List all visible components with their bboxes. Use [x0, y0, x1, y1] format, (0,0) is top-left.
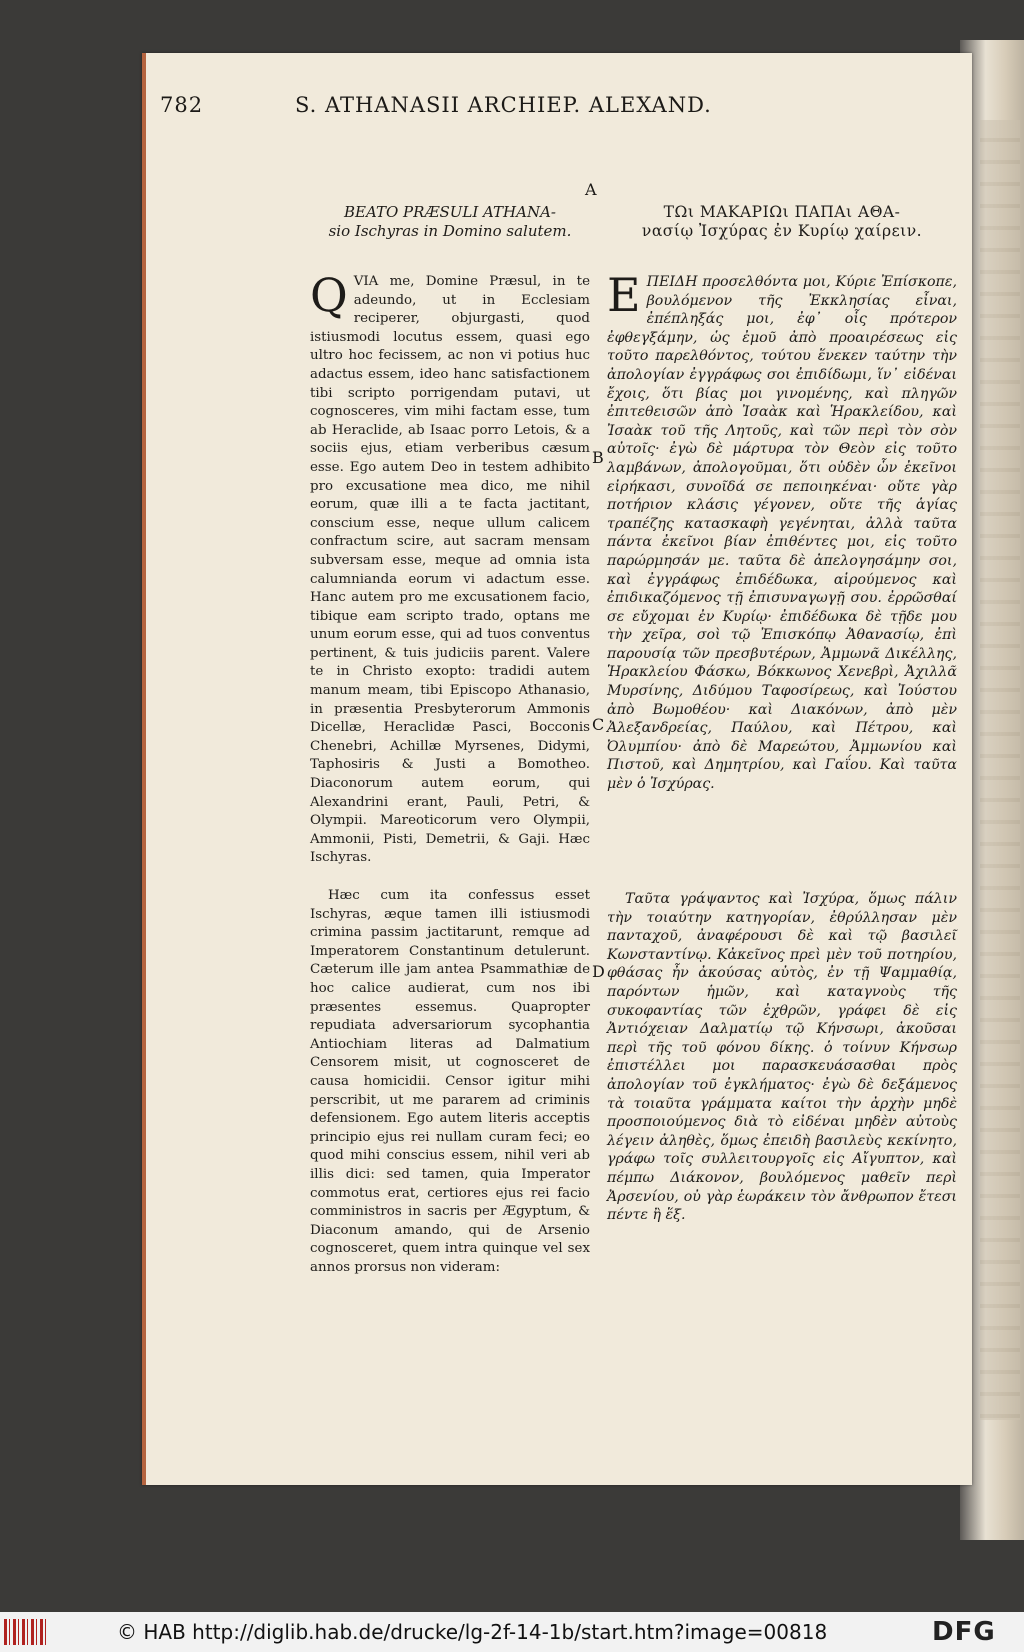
latin-heading-line-1: BEATO PRÆSULI ATHANA- [344, 203, 556, 221]
greek-paragraph-1: ΠΕΙΔΗ προσελθόντα μοι, Κύριε Ἐπίσκοπε, βουλόμενον τῆς Ἐκκλησίας εἶναι, ἐπέπληξάς μοι, ἐφ᾽ οἷς πρότερον ἐφθεγξάμην, ὡς ἐμοῦ ἀπὸ προαιρέσεως εἰς τοῦτο παρελθόντος, τούτου ἕνεκεν ταύτην τὴν ἀπολογίαν ἐγγράφως σοι ἐπιδίδωμι, ἵν᾽ εἰδέναι ἔχοις, ὅτι βίας μοι γινομένης, καὶ πληγῶν ἐπιτεθεισῶν ἀπὸ Ἰσαὰκ καὶ Ἡρακλείδου, καὶ Ἰσαὰκ τοῦ τῆς Λητοῦς, καὶ τῶν περὶ τὸν σὸν αὐτοῖς· ἐγὼ δὲ μάρτυρα τὸν Θεὸν εἰς τοῦτο λαμβάνων, ἀπολογοῦμαι, ὅτι οὐδὲν ὧν ἐκεῖνοι εἰρήκασι, συνοῖδά σε πεποιηκέναι· οὔτε γὰρ ποτήριον κλάσις γέγονεν, οὔτε τῆς ἁγίας τραπέζης κατασκαφὴ γεγένηται, ἀλλὰ ταῦτα πάντα ἐκεῖνοι βίαν ἐπιθέντες μοι, εἰς τοῦτο παρώρμησάν με. ταῦτα δὲ ἀπελογησάμην σοι, καὶ ἐγγράφως ἐπιδέδωκα, αἱρούμενος καὶ ἐπιδικαζόμενος τῇ ἐπισυναγωγῇ σου. ἐρρῶσθαί σε εὔχομαι ἐν Κυρίῳ· ἐπιδέδωκα δὲ τῇδε μου τὴν χεῖρα, σοὶ τῷ Ἐπισκόπῳ Ἀθανασίῳ, ἐπὶ παρουσίᾳ τῶν πρεσβυτέρων, Ἀμμωνᾶ Δικέλλης, Ἡρακλείου Φάσκω, Βόκκωνος Χενεβρὶ, Ἀχιλλᾶ Μυρσίνης, Διδύμου Ταφοσίρεως, καὶ Ἰούστου ἀπὸ Βωμοθέου· καὶ Διακόνων, ἀπὸ μὲν Ἀλεξανδρείας, Παύλου, καὶ Πέτρου, καὶ Ὀλυμπίου· ἀπὸ δὲ Μαρεώτου, Ἀμμωνίου καὶ Πιστοῦ, καὶ Δημητρίου, καὶ Γαΐου. Καὶ ταῦτα μὲν ὁ Ἰσχύρας. [607, 274, 957, 793]
greek-heading-line-2: νασίῳ Ἰσχύρας ἐν Κυρίῳ χαίρειν. [641, 222, 923, 240]
margin-marker-d: D [592, 962, 605, 981]
hab-barcode-icon [4, 1619, 46, 1645]
greek-column-part-1 [607, 268, 957, 794]
latin-paragraph-2: Hæc cum ita confessus esset Ischyras, æque tamen illi istiusmodi crimina passim jactitarunt, remque ad Imperatorem Constantinum detulerunt. Cæterum ille jam antea Psammathiæ de hoc calice audierat, cum nos ibi præsentes essemus. Quapropter repudiata adversariorum sycophantia Antiochiam literas ad Dalmatium Censorem misit, ut cognosceret de causa homicidii. Censor igitur mihi perscribit, ut me pararem ad criminis defensionem. Ego autem literis acceptis principio ejus rei nullam curam feci; eo quod mihi conscius essem, nihil veri ab illis dici: sed tamen, quia Imperator commotus erat, certiores ejus rei facio comministros in sacris per Ægyptum, & Diaconum amando, qui de Arsenio cognosceret, quem intra quinque vel sex annos prorsus non videram: [310, 888, 590, 1275]
source-credit-link[interactable]: © HAB http://diglib.hab.de/drucke/lg-2f-14-1b/start.htm?image=00818 [117, 1620, 828, 1644]
folio-number: 782 [160, 93, 204, 117]
dfg-logo: DFG [932, 1617, 996, 1647]
latin-column-part-1 [310, 268, 590, 868]
page-edge-red [142, 53, 146, 1485]
margin-marker-a: A [585, 180, 597, 199]
latin-paragraph-1: VIA me, Domine Præsul, in te adeundo, ut in Ecclesiam reciperer, objurgasti, quod istiusmodi locutus essem, quasi ego ultro hoc fecissem, ac non vi potius huc adactus essem, ideo hanc satisfactionem tibi scripto porrigendam putavi, ut cognosceres, vim mihi factam esse, tum ab Heraclide, ab Isaac porro Letois, & a sociis ejus, etiam verberibus cæsum esse. Ego autem Deo in testem adhibito pro excusatione mea dico, me nihil eorum, quæ illi a te facta jactitant, conscium esse, neque ullum calicem confractum scire, aut sacram mensam subversam esse, meque ad omnia ista calumnianda eorum vi adactum esse. Hanc autem pro me excusationem facio, tibique eam scripto trado, optans me unum eorum esse, qui ad tuos conventus pertinent, & tuis judiciis parent. Valere te in Christo exopto: tradidi autem manum meam, tibi Episcopo Athanasio, in præsentia Presbyterorum Ammonis Dicellæ, Heraclidæ Pasci, Bocconis Chenebri, Achillæ Myrsenes, Didymi, Taphosiris & Justi a Bomotheo. Diaconorum autem eorum, qui Alexandrini erant, Pauli, Petri, & Olympii. Mareoticorum vero Olympii, Ammonii, Pisti, Demetrii, & Gaji. Hæc Ischyras. [310, 274, 590, 866]
greek-dropcap: Ε [607, 268, 641, 322]
greek-paragraph-2: Ταῦτα γράψαντος καὶ Ἰσχύρα, ὅμως πάλιν τὴν τοιαύτην κατηγορίαν, ἐθρύλλησαν μὲν πανταχοῦ, ἀναφέρουσι δὲ καὶ τῷ βασιλεῖ Κωνσταντίνῳ. Κἀκεῖνος πρεὶ μὲν τοῦ ποτηρίου, φθάσας ἦν ἀκούσας αὐτὸς, ἐν τῇ Ψαμμαθίᾳ, παρόντων ἡμῶν, καὶ καταγνοὺς τῆς συκοφαντίας τῶν ἐχθρῶν, γράφει δὲ εἰς Ἀντιόχειαν Δαλματίῳ τῷ Κήνσωρι, ἀκοῦσαι περὶ τῆς τοῦ φόνου δίκης. ὁ τοίνυν Κήνσωρ ἐπιστέλλει μοι παρασκευάσασθαι πρὸς ἀπολογίαν τοῦ ἐγκλήματος· ἐγὼ δὲ δεξάμενος τὰ τοιαῦτα γράμματα καίτοι τὴν ἀρχὴν μηδὲ προσποιούμενος διὰ τὸ εἰδέναι μηδὲν αὐτοὺς λέγειν ἀληθὲς, ὅμως ἐπειδὴ βασιλεὺς κεκίνητο, γράφω τοῖς συλλειτουργοῖς εἰς Αἴγυπτον, καὶ πέμπω Διάκονον, βουλόμενος μαθεῖν περὶ Ἀρσενίου, οὐ γὰρ ἑωράκειν τὸν ἄνθρωπον ἔτεσι πέντε ἢ ἕξ. [607, 891, 957, 1224]
greek-heading [607, 203, 957, 241]
greek-heading-line-1: ΤΩι ΜΑΚΑΡΙΩι ΠΑΠΑι ΑΘΑ- [663, 203, 901, 221]
footer-bar [0, 1612, 1024, 1652]
latin-heading [310, 203, 590, 241]
margin-marker-c: C [592, 715, 605, 734]
running-title: S. ATHANASII ARCHIEP. ALEXAND. [295, 93, 712, 117]
latin-heading-line-2: sio Ischyras in Domino salutem. [328, 222, 572, 240]
latin-dropcap: Q [310, 268, 348, 322]
margin-marker-b: B [592, 448, 604, 467]
facing-page-edge [980, 120, 1020, 1420]
